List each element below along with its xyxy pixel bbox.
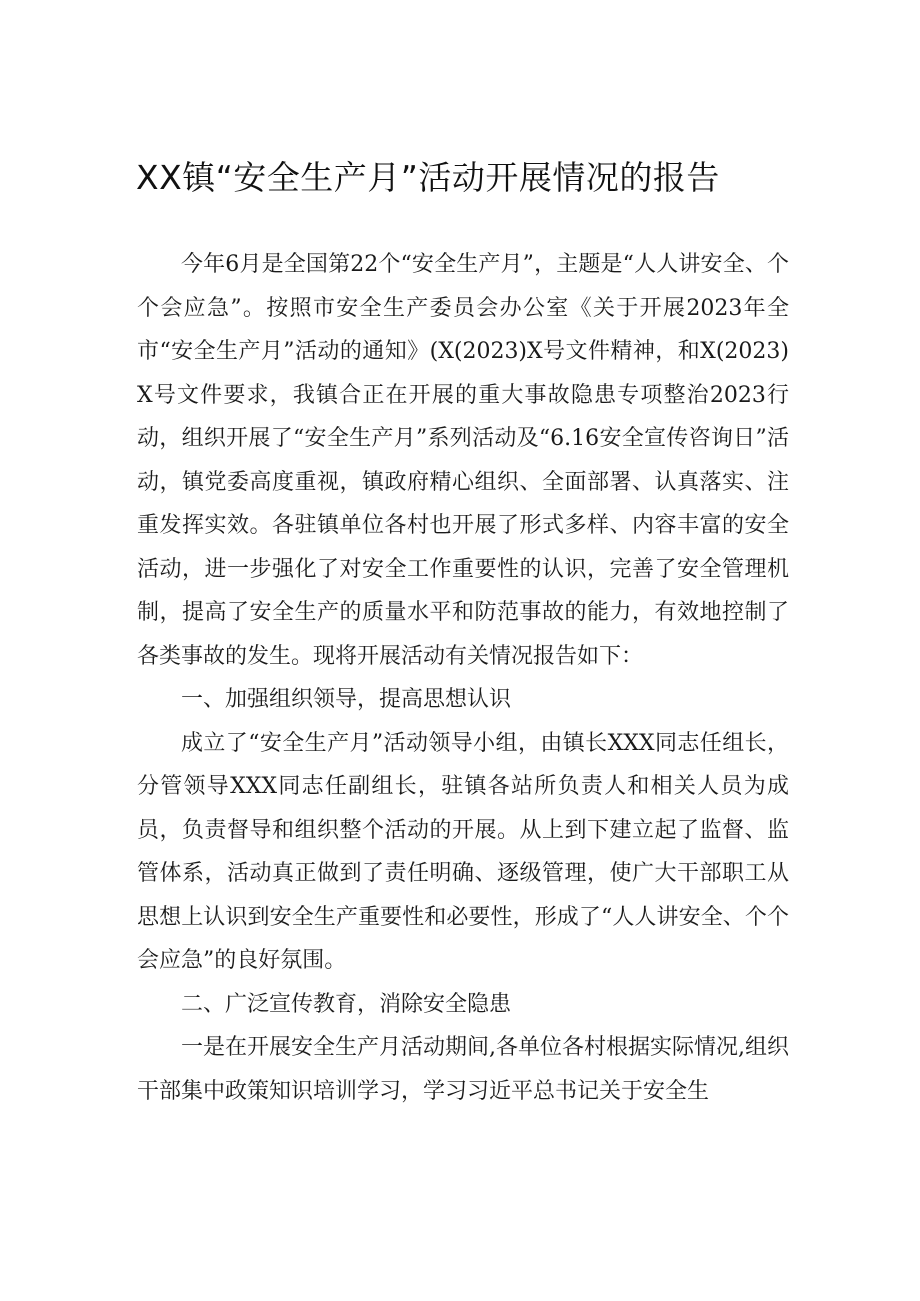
document-body (137, 243, 789, 1113)
paragraph-section-1: 成立了“安全生产月”活动领导小组，由镇长XXX同志任组长，分管领导XXX同志任副组长，驻镇各站所负责人和相关人员为成员，负责督导和组织整个活动的开展。从上到下建立起了监督、监管体系，活动真正做到了责任明确、逐级管理，使广大干部职工从思想上认识到安全生产重要性和必要性，形成了“人人讲安全、个个会应急”的良好氛围。 (137, 730, 789, 973)
paragraph-intro: 今年6月是全国第22个“安全生产月”，主题是“人人讲安全、个个会应急”。按照市安全生产委员会办公室《关于开展2023年全市“安全生产月”活动的通知》(X(2023)X号文件精神，和X(2023)X号文件要求，我镇合正在开展的重大事故隐患专项整治2023行动，组织开展了“安全生产月”系列活动及“6.16安全宣传咨询日”活动，镇党委高度重视，镇政府精心组织、全面部署、认真落实、注重发挥实效。各驻镇单位各村也开展了形式多样、内容丰富的安全活动，进一步强化了对安全工作重要性的认识，完善了安全管理机制，提高了安全生产的质量水平和防范事故的能力，有效地控制了各类事故的发生。现将开展活动有关情况报告如下： (137, 252, 789, 669)
document-title: XX镇“安全生产月”活动开展情况的报告 (136, 158, 720, 197)
section-heading-2: 二、广泛宣传教育，消除安全隐患 (181, 991, 512, 1017)
paragraph-section-2: 一是在开展安全生产月活动期间,各单位各村根据实际情况,组织干部集中政策知识培训学习，学习习近平总书记关于安全生 (137, 1035, 789, 1104)
section-heading-1: 一、加强组织领导，提高思想认识 (181, 687, 512, 712)
